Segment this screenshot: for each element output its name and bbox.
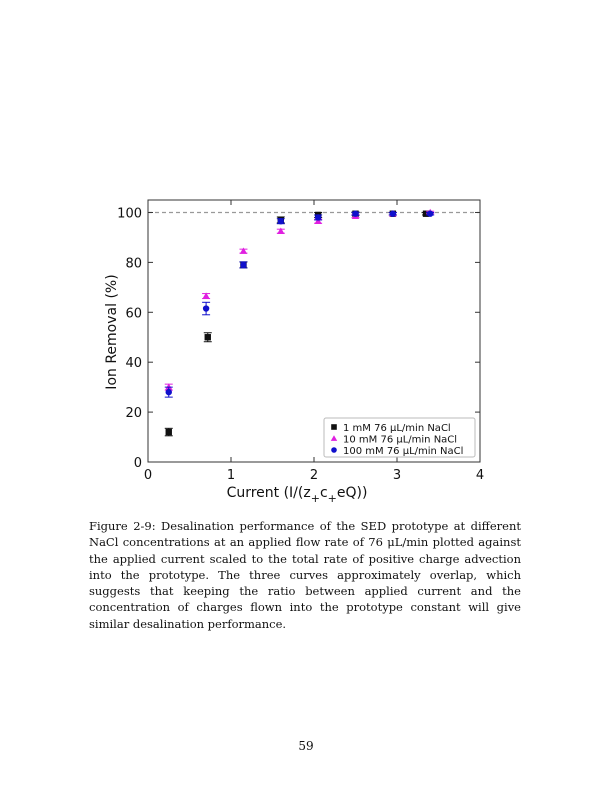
data-point-circle — [427, 211, 433, 217]
ion-removal-chart — [95, 195, 495, 505]
y-tick-label: 100 — [117, 206, 142, 222]
x-tick-label: 0 — [143, 468, 153, 483]
x-axis-label: Current $(I/(z_+c_+eQ))$ — [226, 485, 368, 505]
data-point-circle — [240, 262, 246, 268]
page-number: 59 — [298, 739, 314, 753]
legend-label: 1 mM 76 μL/min NaCl — [343, 423, 451, 434]
legend-marker-square — [331, 424, 337, 430]
y-tick-label: 0 — [133, 456, 142, 471]
x-tick-label: 4 — [475, 468, 485, 483]
data-point-square — [166, 429, 172, 435]
data-point-square — [205, 334, 211, 340]
y-tick-label: 80 — [125, 256, 142, 272]
data-point-triangle — [277, 228, 284, 234]
y-tick-label: 60 — [125, 306, 142, 322]
data-point-circle — [278, 218, 284, 224]
figure-caption: Figure 2-9: Desalination performance of the SED prototype at different NaCl concentrations at an applied flow rate of 76 μL/min plotted against the applied current scaled to the total rate of positive charge advection into the prototype. The three curves approximately overlap, which suggests that keeping the ratio between applied current and the concentration of charges flown into the prototype constant will give similar desalination performance. — [89, 519, 521, 631]
legend-label: 10 mM 76 μL/min NaCl — [343, 434, 458, 446]
y-tick-label: 40 — [125, 356, 142, 372]
x-tick-label: 3 — [392, 468, 402, 483]
x-tick-label: 2 — [309, 468, 319, 483]
y-axis-label: Ion Removal (%) — [104, 274, 120, 390]
data-point-circle — [203, 305, 209, 311]
data-point-circle — [390, 211, 396, 217]
legend-label: 100 mM 76 μL/min NaCl — [343, 446, 464, 457]
data-point-triangle — [240, 247, 247, 253]
data-point-circle — [166, 389, 172, 395]
x-tick-label: 1 — [226, 468, 236, 483]
legend-marker-circle — [331, 447, 337, 453]
data-point-circle — [315, 214, 321, 220]
y-tick-label: 20 — [125, 406, 142, 422]
data-point-circle — [352, 211, 358, 217]
